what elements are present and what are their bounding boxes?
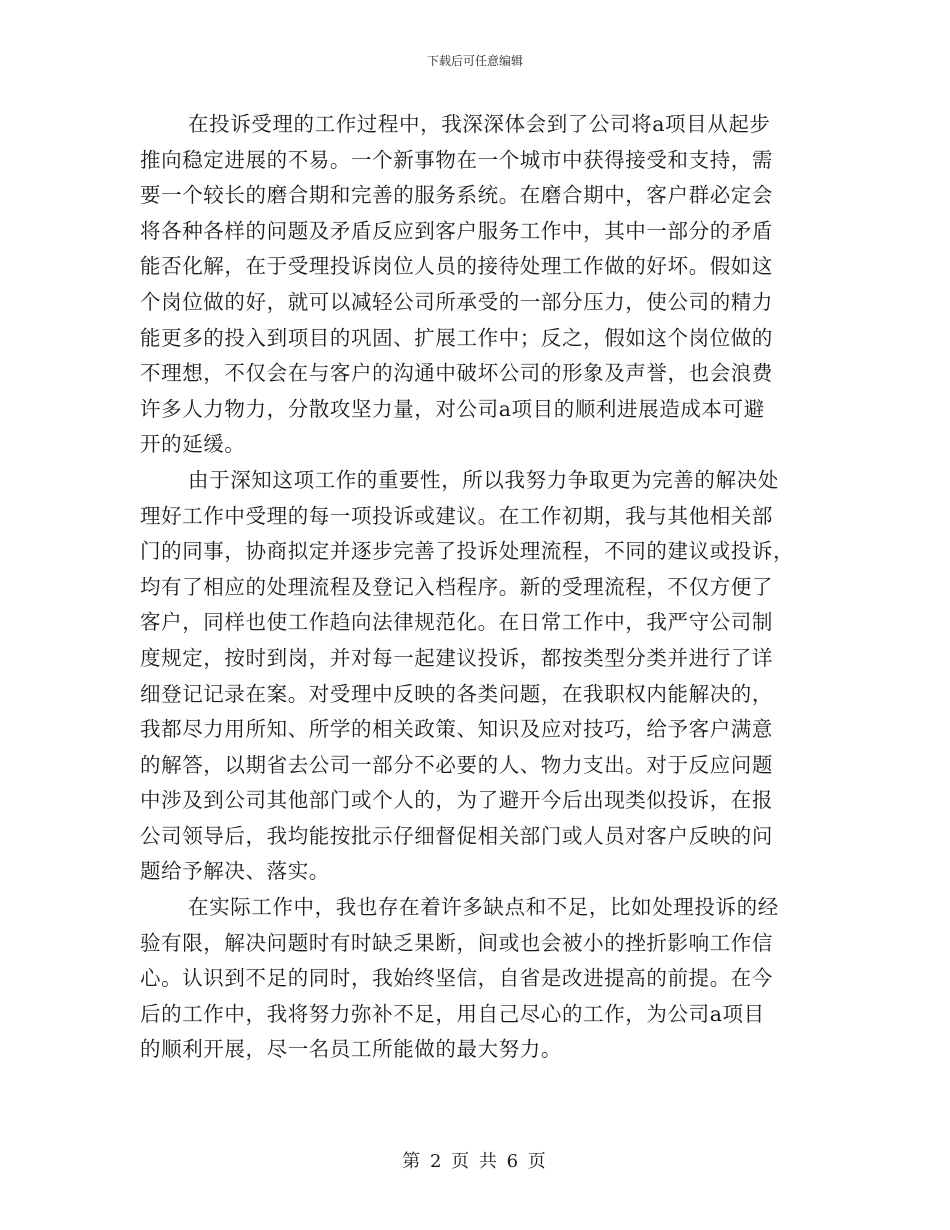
- paragraph-3-line: 验有限，解决问题时有时缺乏果断，间或也会被小的挫折影响工作信: [140, 930, 773, 955]
- paragraph-2-line: 度规定，按时到岗，并对每一起建议投诉，都按类型分类并进行了详: [140, 645, 773, 670]
- paragraph-2-line: 客户，同样也使工作趋向法律规范化。在日常工作中，我严守公司制: [140, 610, 773, 635]
- paragraph-2-line: 细登记记录在案。对受理中反映的各类问题，在我职权内能解决的，: [140, 681, 773, 706]
- paragraph-3-line: 的顺利开展，尽一名员工所能做的最大努力。: [140, 1037, 562, 1062]
- paragraph-3-line: 后的工作中，我将努力弥补不足，用自己尽心的工作，为公司a项目: [140, 1001, 765, 1026]
- paragraph-2-line: 理好工作中受理的每一项投诉或建议。在工作初期，我与其他相关部: [140, 503, 773, 528]
- paragraph-1-line: 将各种各样的问题及矛盾反应到客户服务工作中，其中一部分的矛盾: [140, 218, 773, 243]
- paragraph-3-line: 心。认识到不足的同时，我始终坚信，自省是改进提高的前提。在今: [140, 966, 773, 991]
- paragraph-1-line: 许多人力物力，分散攻坚力量，对公司a项目的顺利进展造成本可避: [140, 396, 765, 421]
- page-header: 下载后可任意编辑: [426, 54, 523, 68]
- paragraph-1-line: 能否化解，在于受理投诉岗位人员的接待处理工作做的好坏。假如这: [140, 254, 773, 279]
- paragraph-1-line: 要一个较长的磨合期和完善的服务系统。在磨合期中，客户群必定会: [140, 183, 773, 208]
- paragraph-2-line: 均有了相应的处理流程及登记入档程序。新的受理流程，不仅方便了: [140, 574, 773, 599]
- paragraph-1-line: 开的延缓。: [140, 432, 246, 457]
- paragraph-2-line: 题给予解决、落实。: [140, 859, 330, 884]
- paragraph-2-line: 我都尽力用所知、所学的相关政策、知识及应对技巧，给予客户满意: [140, 717, 773, 742]
- document-body: [140, 107, 808, 1068]
- paragraph-2-line: 门的同事，协商拟定并逐步完善了投诉处理流程，不同的建议或投诉，: [140, 539, 795, 564]
- paragraph-2-line: 公司领导后，我均能按批示仔细督促相关部门或人员对客户反映的问: [140, 823, 773, 848]
- paragraph-2-line: 的解答，以期省去公司一部分不必要的人、物力支出。对于反应问题: [140, 752, 773, 777]
- paragraph-2-line: 由于深知这项工作的重要性，所以我努力争取更为完善的解决处: [188, 467, 779, 492]
- page-number: 第 2 页 共 6 页: [402, 1151, 548, 1172]
- paragraph-1-line: 不理想，不仅会在与客户的沟通中破坏公司的形象及声誉，也会浪费: [140, 361, 773, 386]
- paragraph-2-line: 中涉及到公司其他部门或个人的，为了避开今后出现类似投诉，在报: [140, 788, 773, 813]
- paragraph-3-line: 在实际工作中，我也存在着许多缺点和不足，比如处理投诉的经: [188, 895, 779, 920]
- paragraph-1-line: 推向稳定进展的不易。一个新事物在一个城市中获得接受和支持，需: [140, 147, 773, 172]
- paragraph-1-line: 能更多的投入到项目的巩固、扩展工作中；反之，假如这个岗位做的: [140, 325, 773, 350]
- paragraph-1-line: 在投诉受理的工作过程中，我深深体会到了公司将a项目从起步: [188, 112, 771, 136]
- paragraph-1-line: 个岗位做的好，就可以减轻公司所承受的一部分压力，使公司的精力: [140, 289, 773, 314]
